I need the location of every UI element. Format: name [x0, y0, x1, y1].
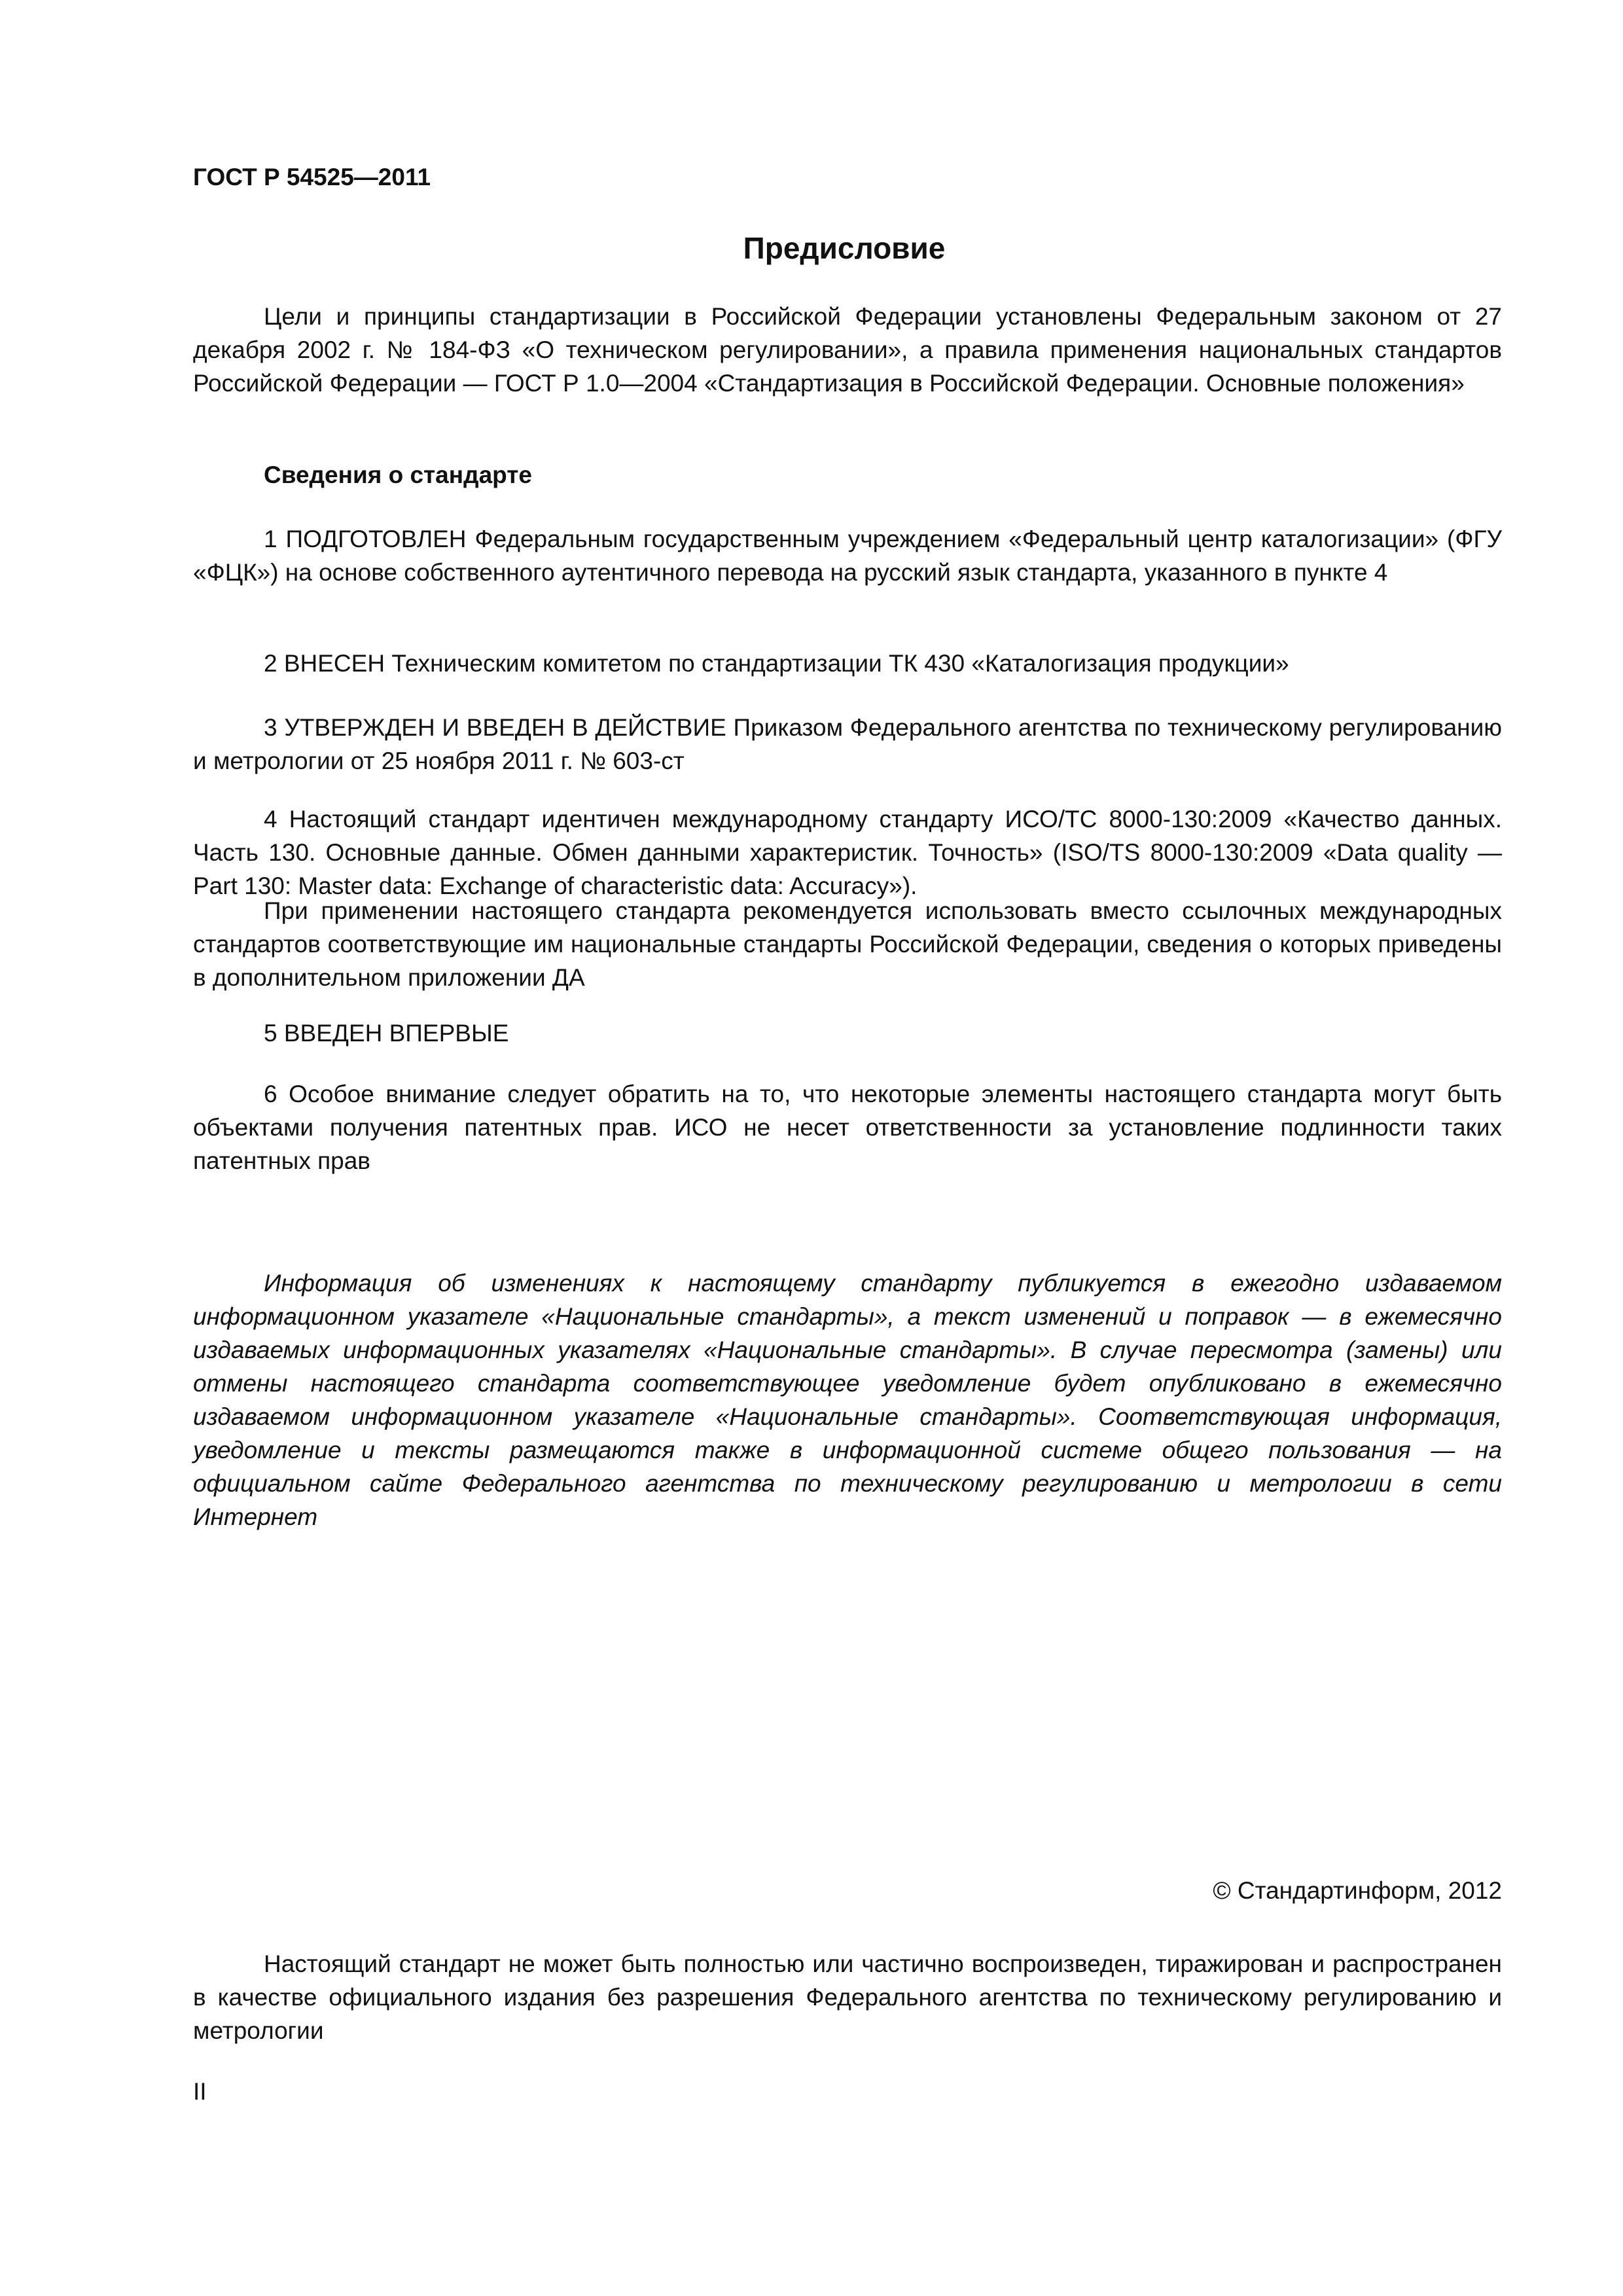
info-item-4: 4 Настоящий стандарт идентичен международному стандарту ИСО/ТС 8000-130:2009 «Качество данных. Часть 130. Основные данные. Обмен данными характеристик. Точность» (ISO/TS 8000-130:2009 «Data quality — Part 130: Master data: Exchange of characteristic data: Accuracy»). — [193, 806, 1502, 899]
info-item-4-note: При применении настоящего стандарта рекомендуется использовать вместо ссылочных международных стандартов соответствующие им национальные стандарты Российской Федерации, сведения о которых приведены в дополнительном приложении ДА — [193, 897, 1502, 991]
page-number: II — [193, 2078, 207, 2105]
info-item-2: 2 ВНЕСЕН Техническим комитетом по стандартизации ТК 430 «Каталогизация продукции» — [264, 650, 1289, 677]
changes-notice-paragraph: Информация об изменениях к настоящему стандарту публикуется в ежегодно издаваемом информационном указателе «Национальные стандарты», а текст изменений и поправок — в ежемесячно издаваемых информационных указателях «Национальные стандарты». В случае пересмотра (замены) или отмены настоящего стандарта соответствующее уведомление будет опубликовано в ежемесячно издаваемом информационном указателе «Национальные стандарты». Соответствующая информация, уведомление и тексты размещаются также в информационной системе общего пользования — на официальном сайте Федерального агентства по техническому регулированию и метрологии в сети Интернет — [193, 1270, 1502, 1530]
info-item-3: 3 УТВЕРЖДЕН И ВВЕДЕН В ДЕЙСТВИЕ Приказом Федерального агентства по техническому регулированию и метрологии от 25 ноября 2011 г. № 603-ст — [193, 714, 1502, 774]
info-item-6: 6 Особое внимание следует обратить на то, что некоторые элементы настоящего стандарта могут быть объектами получения патентных прав. ИСО не несет ответственности за установление подлинности таких патентных прав — [193, 1081, 1502, 1174]
standard-info-heading: Сведения о стандарте — [264, 461, 532, 488]
preface-intro-paragraph: Цели и принципы стандартизации в Российской Федерации установлены Федеральным законом от 27 декабря 2002 г. № 184-ФЗ «О техническом регулировании», а правила применения национальных стандартов Российской Федерации — ГОСТ Р 1.0—2004 «Стандартизация в Российской Федерации. Основные положения» — [193, 303, 1502, 397]
reproduction-notice: Настоящий стандарт не может быть полностью или частично воспроизведен, тиражирован и распространен в качестве официального издания без разрешения Федерального агентства по техническому регулированию и метрологии — [193, 1950, 1502, 2044]
page-title: Предисловие — [743, 231, 946, 265]
info-item-1: 1 ПОДГОТОВЛЕН Федеральным государственным учреждением «Федеральный центр каталогизации» (ФГУ «ФЦК») на основе собственного аутентичного перевода на русский язык стандарта, указанного в пункте 4 — [193, 526, 1502, 586]
info-item-5: 5 ВВЕДЕН ВПЕРВЫЕ — [264, 1020, 509, 1047]
document-code-header: ГОСТ Р 54525—2011 — [193, 164, 431, 190]
copyright-notice: © Стандартинформ, 2012 — [1213, 1877, 1502, 1904]
